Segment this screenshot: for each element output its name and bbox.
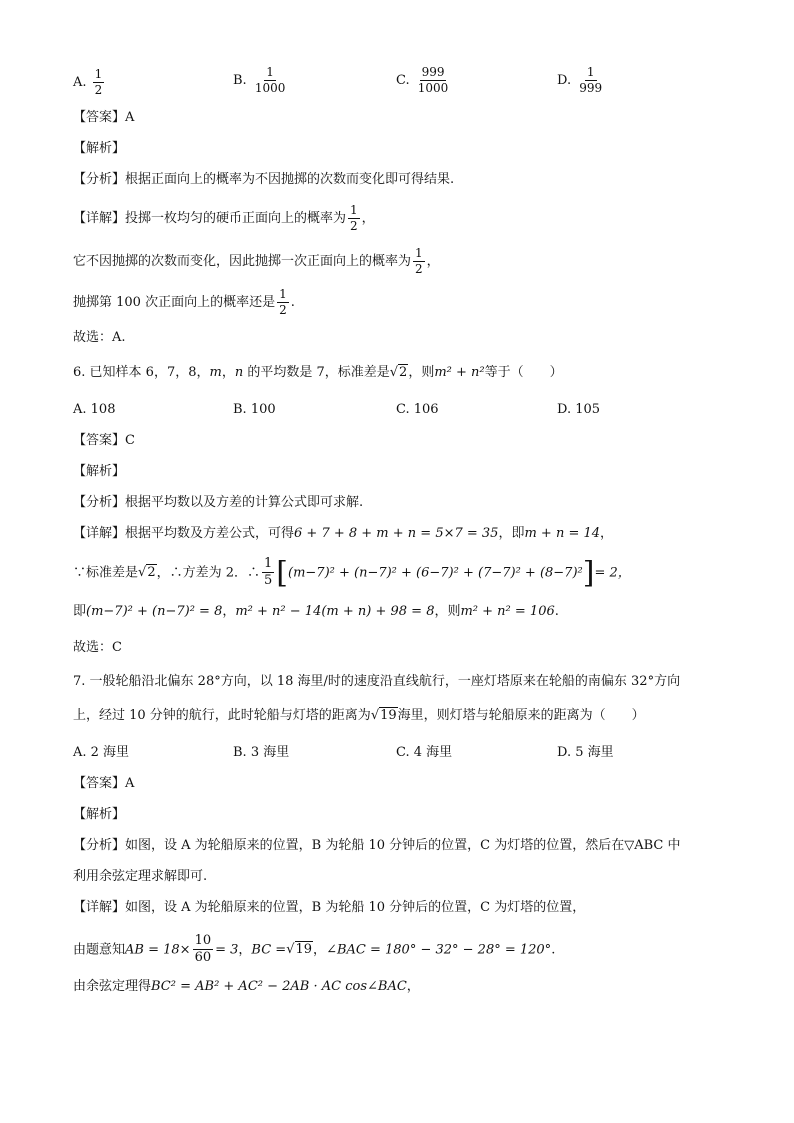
- math-expression: m² + n² − 14(m + n) + 98 = 8: [235, 604, 435, 619]
- text: 【详解】投掷一枚均匀的硬币正面向上的概率为: [73, 211, 347, 227]
- q5-detail-3: [73, 288, 295, 317]
- math-expression: AB = 18×: [125, 942, 191, 958]
- q7-detail-2: [73, 934, 555, 966]
- text: 由余弦定理得: [73, 979, 152, 994]
- sqrt-expression: √19: [370, 708, 397, 723]
- text: 等于（ ）: [484, 365, 563, 380]
- text: ，: [361, 211, 375, 227]
- text: 即: [73, 604, 87, 619]
- text: ，即: [498, 526, 525, 541]
- text: .: [290, 295, 295, 311]
- text: 它不因抛掷的次数而变化，因此抛掷一次正面向上的概率为: [73, 254, 412, 270]
- q5-analysis-heading: 【解析】: [73, 141, 126, 156]
- q6-option-a: A. 108: [73, 402, 116, 417]
- q6-option-c: C. 106: [396, 402, 439, 417]
- right-bracket: ]: [582, 555, 595, 591]
- q7-option-b: B. 3 海里: [233, 745, 290, 760]
- fraction: $\frac{1}{1000}$: [254, 65, 286, 96]
- q7-option-c: C. 4 海里: [396, 745, 453, 760]
- text: .: [551, 942, 556, 958]
- math-expression: = 3: [215, 942, 239, 958]
- text: 海里，则灯塔与轮船原来的距离为（ ）: [397, 708, 645, 723]
- q6-option-b: B. 100: [233, 402, 276, 417]
- math-expression: m² + n² = 106: [460, 604, 555, 619]
- fraction-half: $\frac{1}{2}$: [279, 287, 287, 318]
- fraction: $\frac{999}{1000}$: [417, 65, 449, 96]
- text: ，: [222, 604, 236, 619]
- fraction-half: $\frac{1}{2}$: [415, 246, 423, 277]
- math-expression: BC² = AB² + AC² − 2AB · AC cos∠BAC: [151, 979, 407, 994]
- text: ，: [313, 942, 327, 958]
- q7-detail-3: [73, 980, 420, 993]
- text: ，: [406, 979, 420, 994]
- q6-choose: 故选：C: [73, 640, 122, 655]
- text: ，: [221, 365, 235, 380]
- var-n: n: [234, 365, 244, 380]
- q6-detail-1: [73, 527, 613, 540]
- q5-option-a: [73, 68, 106, 97]
- option-letter: D.: [557, 73, 572, 89]
- q5-option-d: [557, 66, 606, 95]
- option-letter: C.: [396, 73, 410, 89]
- text: 上，经过 10 分钟的航行，此时轮船与灯塔的距离为: [73, 708, 371, 723]
- sqrt-expression: √2: [138, 565, 156, 581]
- q7-stem-line-1: 7. 一般轮船沿北偏东 28°方向，以 18 海里/时的速度沿直线航行，一座灯塔原来在轮船的南偏东 32°方向: [73, 674, 681, 689]
- q6-fenxi: 【分析】根据平均数以及方差的计算公式即可求解.: [73, 495, 364, 510]
- text: 6. 已知样本 6，7，8，: [73, 365, 210, 380]
- text: .: [554, 604, 559, 619]
- q6-stem: [73, 366, 563, 379]
- sqrt-expression: √2: [389, 365, 408, 380]
- option-letter: A.: [73, 75, 87, 91]
- q7-analysis-heading: 【解析】: [73, 807, 126, 822]
- q7-fenxi-line-1: 【分析】如图，设 A 为轮船原来的位置，B 为轮船 10 分钟后的位置，C 为灯塔的位置，然后在▽ABC 中: [73, 838, 681, 853]
- q6-detail-3: [73, 605, 559, 618]
- left-bracket: [: [276, 555, 288, 591]
- text: ，: [600, 526, 614, 541]
- fraction: $\frac{1}{2}$: [94, 67, 103, 98]
- text: ，: [426, 254, 440, 270]
- text: 的平均数是 7，标准差是: [243, 365, 390, 380]
- q5-option-b: [233, 66, 289, 95]
- q5-choose: 故选：A.: [73, 330, 126, 345]
- q7-detail-1: 【详解】如图，设 A 为轮船原来的位置，B 为轮船 10 分钟后的位置，C 为灯塔的位置，: [73, 900, 586, 915]
- q5-detail-2: [73, 247, 440, 276]
- q5-fenxi: 【分析】根据正面向上的概率为不因抛掷的次数而变化即可得结果.: [73, 172, 455, 187]
- q7-answer: 【答案】A: [73, 776, 135, 791]
- text: ∵标准差是: [73, 565, 139, 581]
- math-expression: ∠BAC = 180° − 32° − 28° = 120°: [326, 942, 552, 958]
- q7-fenxi-line-2: 利用余弦定理求解即可.: [73, 869, 208, 884]
- math-expression: m + n = 14: [524, 526, 601, 541]
- text: 由题意知: [73, 942, 126, 958]
- math-expression: (m−7)² + (n−7)² = 8: [86, 604, 223, 619]
- math-expression: 6 + 7 + 8 + m + n = 5×7 = 35: [294, 526, 499, 541]
- fraction-half: $\frac{1}{2}$: [350, 203, 358, 234]
- q6-answer: 【答案】C: [73, 433, 135, 448]
- q7-stem-line-2: [73, 709, 645, 722]
- text: ，则: [408, 365, 435, 380]
- text: ，则: [434, 604, 461, 619]
- q5-answer: 【答案】A: [73, 110, 135, 125]
- math-expression: (m−7)² + (n−7)² + (6−7)² + (7−7)² + (8−7)²: [288, 565, 583, 581]
- q5-option-c: [396, 66, 452, 95]
- q6-detail-2: [73, 557, 631, 589]
- option-letter: B.: [233, 73, 247, 89]
- q6-analysis-heading: 【解析】: [73, 464, 126, 479]
- var-m: m: [209, 365, 222, 380]
- math-expression: = 2，: [594, 565, 631, 581]
- sqrt-expression: √19: [286, 942, 313, 958]
- text: ，∴方差为 2．∴: [156, 565, 260, 581]
- fraction: $\frac{1}{999}$: [579, 65, 603, 96]
- q7-option-d: D. 5 海里: [557, 745, 614, 760]
- q5-detail-1: [73, 204, 375, 233]
- q6-option-d: D. 105: [557, 402, 601, 417]
- text: 【详解】根据平均数及方差公式，可得: [73, 526, 295, 541]
- fraction-ten-sixtieths: $\frac{10}{60}$: [194, 933, 212, 966]
- math-expression: m² + n²: [434, 365, 485, 380]
- fraction-one-fifth: $\frac{1}{5}$: [264, 556, 273, 589]
- text: ，: [238, 942, 252, 958]
- text: 抛掷第 100 次正面向上的概率还是: [73, 295, 276, 311]
- q7-option-a: A. 2 海里: [73, 745, 130, 760]
- math-expression: BC =: [251, 942, 287, 958]
